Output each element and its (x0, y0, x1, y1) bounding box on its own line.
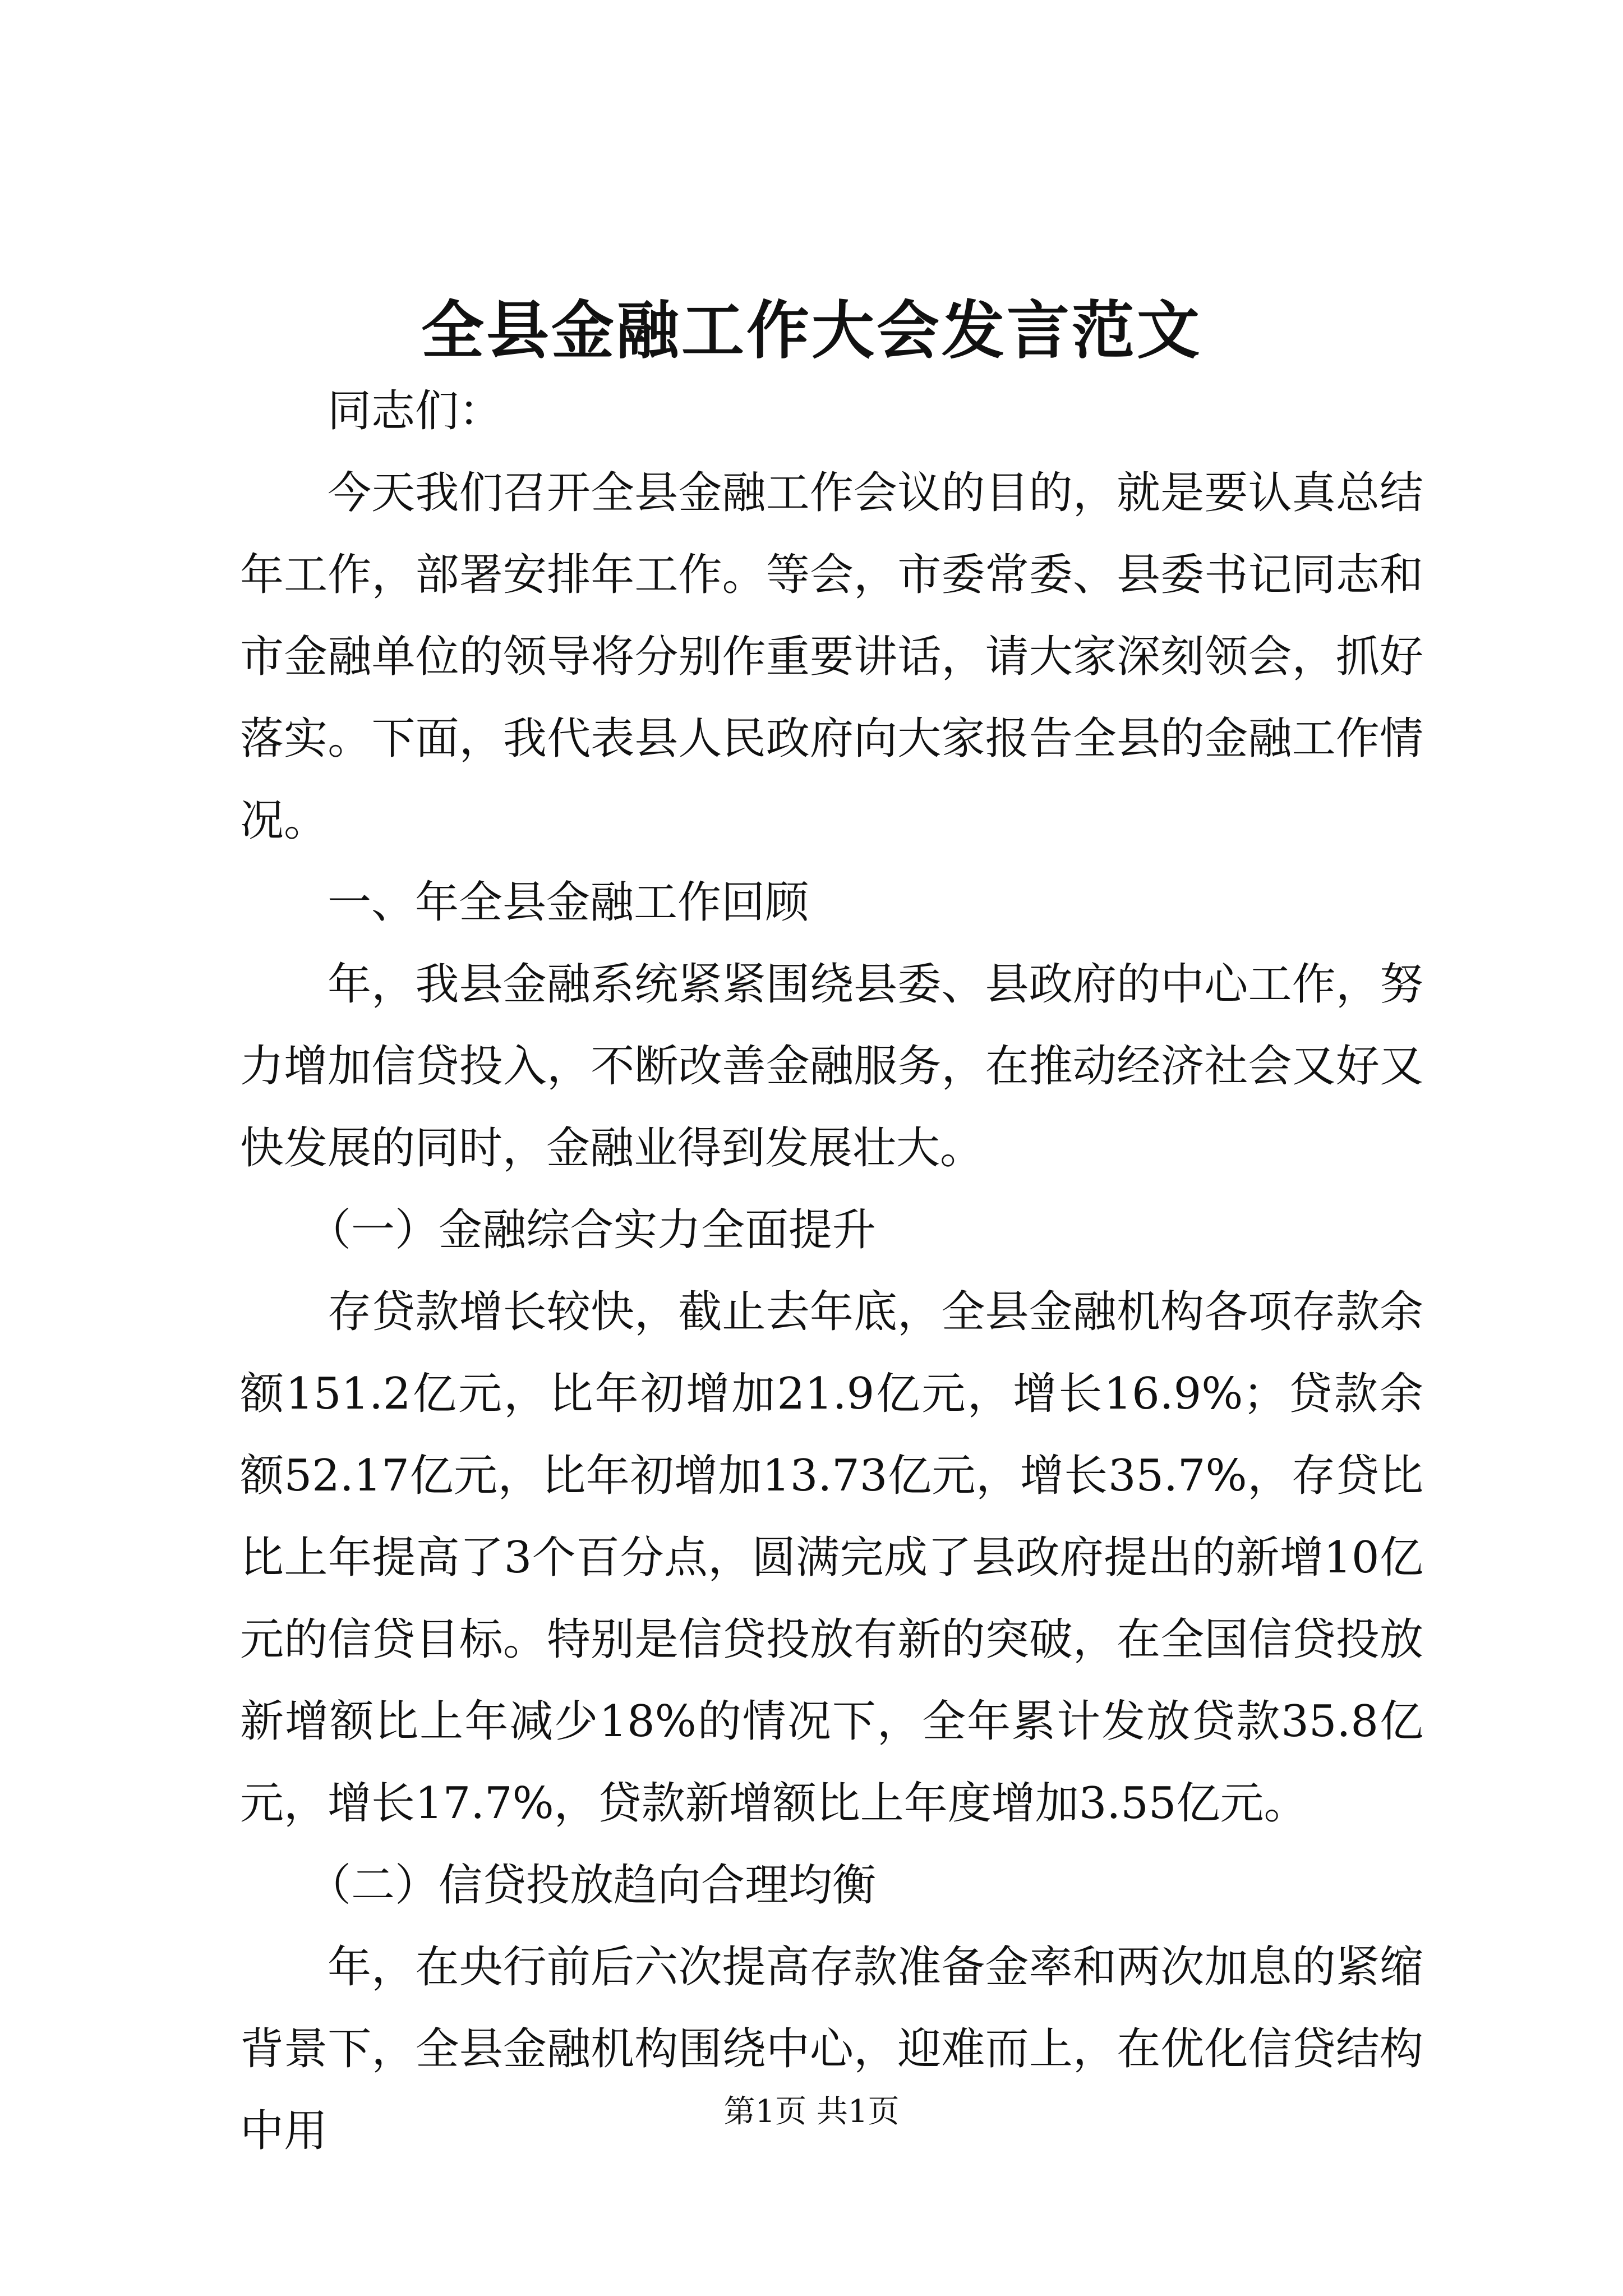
paragraph-salutation: 同志们： (328, 386, 503, 436)
subsection-heading-credit-balance: （二）信贷投放趋向合理均衡 (307, 1860, 877, 1911)
section-heading-review: 一、年全县金融工作回顾 (328, 877, 809, 928)
page-footer: 第1页 共1页 (723, 2093, 900, 2130)
paragraph-intro: 今天我们召开全县金融工作会议的目的，就是要认真总结年工作，部署安排年工作。等会，市委常委、县委书记同志和市金融单位的领导将分别作重要讲话，请大家深刻领会，抓好落实。下面，我代表县人民政府向大家报告全县的金融工作情况。 (240, 468, 1423, 846)
paragraph-review-summary: 年，我县金融系统紧紧围绕县委、县政府的中心工作，努力增加信贷投入，不断改善金融服务，在推动经济社会又好又快发展的同时，金融业得到发展壮大。 (240, 959, 1423, 1174)
paragraph-credit-structure: 年，在央行前后六次提高存款准备金率和两次加息的紧缩背景下，全县金融机构围绕中心，迎难而上，在优化信贷结构中用 (240, 1942, 1423, 2156)
subsection-heading-strength: （一）金融综合实力全面提升 (307, 1205, 877, 1255)
paragraph-deposits-loans: 存贷款增长较快，截止去年底，全县金融机构各项存款余额151.2亿元，比年初增加21.9亿元，增长16.9%；贷款余额52.17亿元，比年初增加13.73亿元，增长35.7%，存贷比比上年提高了3个百分点，圆满完成了县政府提出的新增10亿元的信贷目标。特别是信贷投放有新的突破，在全国信贷投放新增额比上年减少18%的情况下，全年累计发放贷款35.8亿元，增长17.7%，贷款新增额比上年度增加3.55亿元。 (240, 1287, 1423, 1829)
document-title: 全县金融工作大会发言范文 (421, 294, 1202, 367)
document-body (240, 370, 1423, 2172)
